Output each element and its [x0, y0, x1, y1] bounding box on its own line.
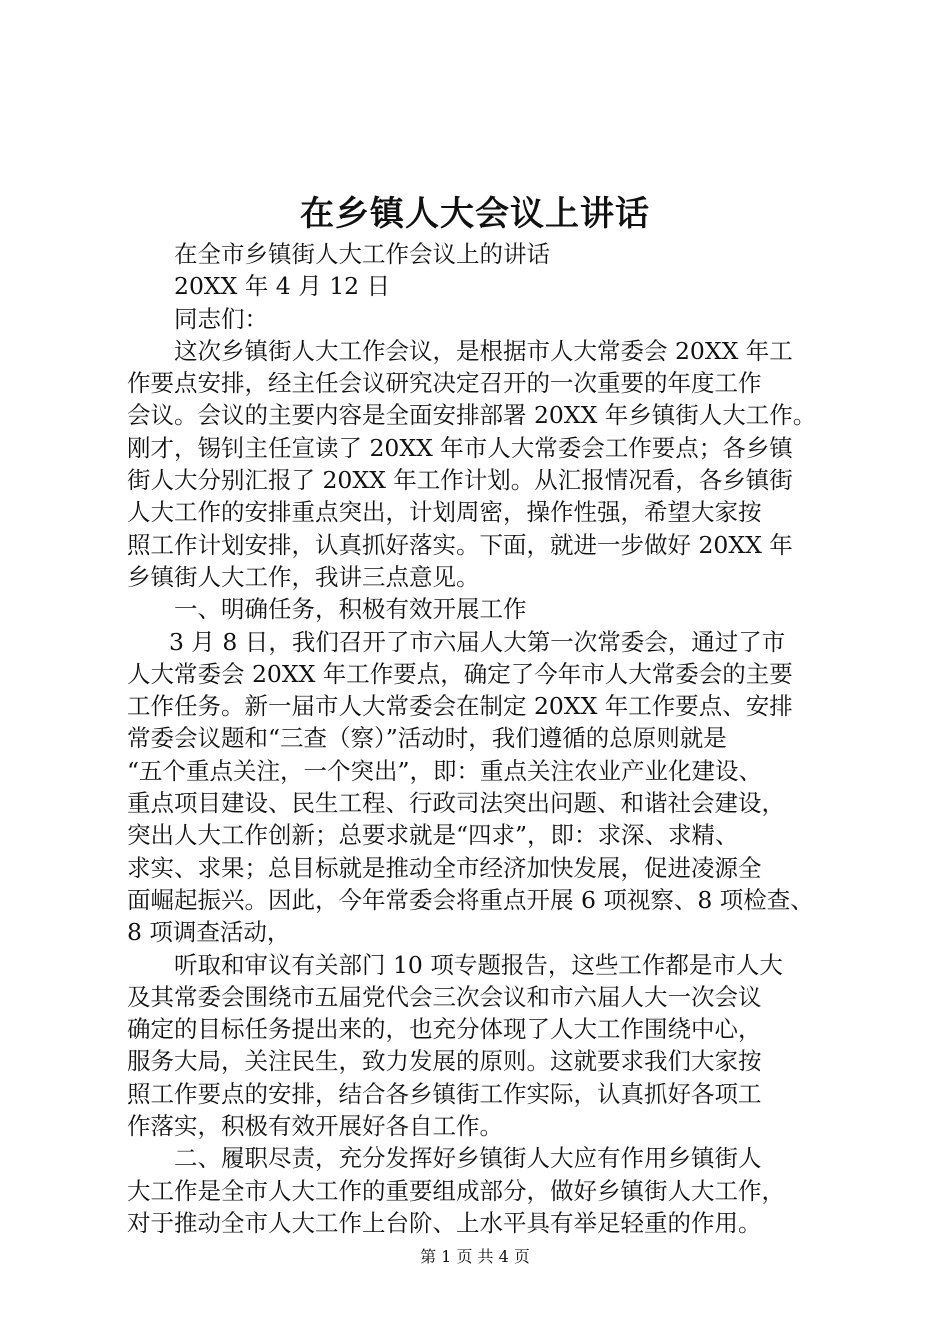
salutation-line: 同志们： — [174, 304, 268, 333]
text-line: 求实、求果；总目标就是推动全市经济加快发展，促进凌源全 — [127, 853, 762, 882]
text-line: 这次乡镇街人大工作会议，是根据市人大常委会 20XX 年工 — [174, 336, 793, 365]
text-line: “五个重点关注，一个突出”，即：重点关注农业产业化建设、 — [127, 756, 763, 785]
text-line: 突出人大工作创新；总要求就是“四求”，即：求深、求精、 — [127, 821, 739, 850]
text-line: 作落实，积极有效开展好各自工作。 — [127, 1112, 503, 1141]
text-line: 工作任务。新一届市人大常委会在制定 20XX 年工作要点、安排 — [127, 692, 793, 721]
text-line: 作要点安排，经主任会议研究决定召开的一次重要的年度工作 — [127, 369, 762, 398]
document-body — [127, 238, 835, 1239]
text-line: 照工作计划安排，认真抓好落实。下面，就进一步做好 20XX 年 — [127, 530, 793, 559]
text-line: 刚才，锡钊主任宣读了 20XX 年市人大常委会工作要点；各乡镇 — [127, 433, 793, 462]
text-line: 重点项目建设、民生工程、行政司法突出问题、和谐社会建设， — [127, 789, 785, 818]
text-line: 及其常委会围绕市五届党代会三次会议和市六届人大一次会议 — [127, 982, 762, 1011]
text-line: 面崛起振兴。因此，今年常委会将重点开展 6 项视察、8 项检查、 — [127, 885, 814, 914]
text-line: 服务大局，关注民生，致力发展的原则。这就要求我们大家按 — [127, 1047, 762, 1076]
text-line: 8 项调查活动， — [127, 918, 291, 947]
section-heading: 二、履职尽责，充分发挥好乡镇街人大应有作用乡镇街人 — [174, 1144, 762, 1173]
text-line: 听取和审议有关部门 10 项专题报告，这些工作都是市人大 — [174, 950, 783, 979]
date-line: 20XX 年 4 月 12 日 — [174, 272, 391, 301]
text-line: 对于推动全市人大工作上台阶、上水平具有举足轻重的作用。 — [127, 1208, 762, 1237]
section-heading: 一、明确任务，积极有效开展工作 — [174, 595, 527, 624]
text-line: 常委会议题和“三查（察）”活动时，我们遵循的总原则就是 — [127, 724, 727, 753]
text-line: 确定的目标任务提出来的，也充分体现了人大工作围绕中心， — [127, 1015, 762, 1044]
text-line: 会议。会议的主要内容是全面安排部署 20XX 年乡镇街人大工作。 — [127, 401, 817, 430]
text-line: 街人大分别汇报了 20XX 年工作计划。从汇报情况看，各乡镇街 — [127, 466, 793, 495]
text-line: 乡镇街人大工作，我讲三点意见。 — [127, 562, 480, 591]
text-line: 3 月 8 日，我们召开了市六届人大第一次常委会，通过了市 — [169, 627, 786, 656]
text-line: 大工作是全市人大工作的重要组成部分，做好乡镇街人大工作， — [127, 1176, 785, 1205]
text-line: 人大工作的安排重点突出，计划周密，操作性强，希望大家按 — [127, 498, 762, 527]
document-title: 在乡镇人大会议上讲话 — [300, 194, 650, 234]
text-line: 照工作要点的安排，结合各乡镇街工作实际，认真抓好各项工 — [127, 1079, 762, 1108]
page-footer: 第 1 页 共 4 页 — [420, 1247, 530, 1266]
text-line: 人大常委会 20XX 年工作要点，确定了今年市人大常委会的主要 — [127, 659, 793, 688]
subtitle-line: 在全市乡镇街人大工作会议上的讲话 — [174, 240, 550, 268]
